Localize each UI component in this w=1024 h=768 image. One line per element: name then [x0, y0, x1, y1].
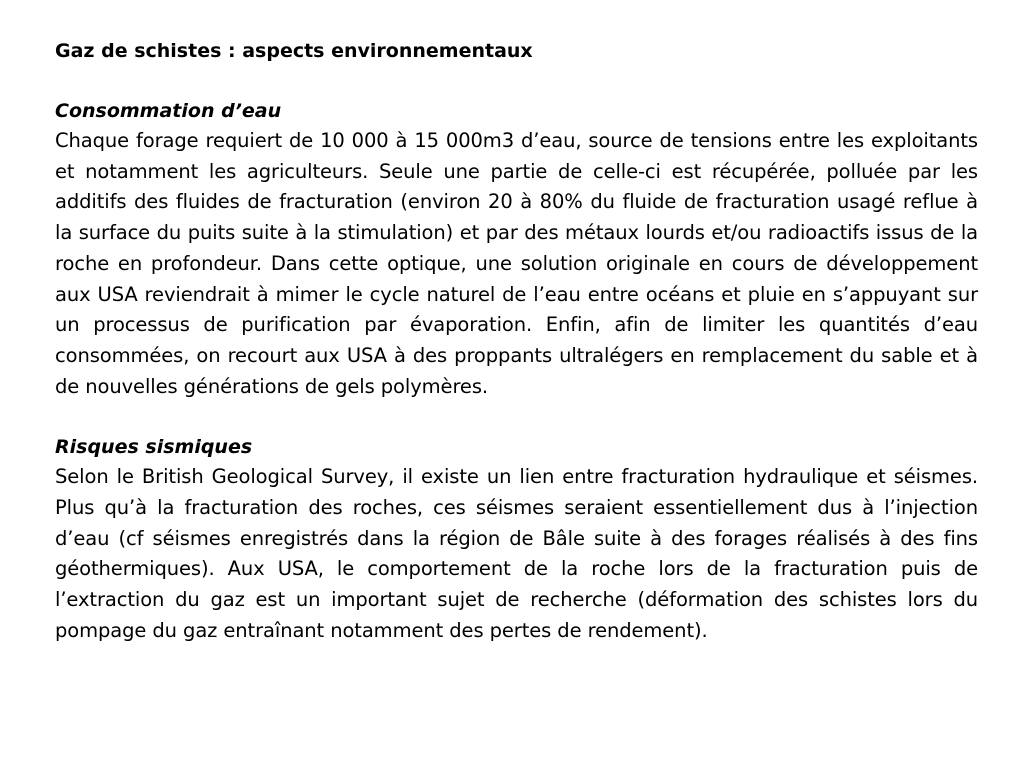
spacer [55, 66, 978, 96]
section-body-seismic: Selon le British Geological Survey, il existe un lien entre fracturation hydraulique et séismes. Plus qu’à la fracturation des roches, ces séismes seraient essentiellement dus à l’injection d’eau (cf séismes enregistrés dans la région de Bâle suite à des forages réalisés à des fins géothermiques). Aux USA, le comportement de la roche lors de la fracturation puis de l’extraction du gaz est un important sujet de recherche (déformation des schistes lors du pompage du gaz entraînant notamment des pertes de rendement). [55, 465, 978, 642]
section-heading-water: Consommation d’eau [55, 100, 282, 122]
document-title: Gaz de schistes : aspects environnementaux [55, 40, 533, 62]
section-heading-seismic: Risques sismiques [55, 436, 253, 459]
spacer [55, 402, 978, 432]
section-body-water: Chaque forage requiert de 10 000 à 15 000m3 d’eau, source de tensions entre les exploitants et notamment les agriculteurs. Seule une partie de celle-ci est récupérée, polluée par les additifs des fluides de fracturation (environ 20 à 80% du fluide de fracturation usagé reflue à la surface du puits suite à la stimulation) et par des métaux lourds et/ou radioactifs issus de la roche en profondeur. Dans cette optique, une solution originale en cours de développement aux USA reviendrait à mimer le cycle naturel de l’eau entre océans et pluie en s’appuyant sur un processus de purification par évaporation. Enfin, afin de limiter les quantités d’eau consommées, on recourt aux USA à des proppants ultralégers en remplacement du sable et à de nouvelles générations de gels polymères. [55, 129, 978, 398]
